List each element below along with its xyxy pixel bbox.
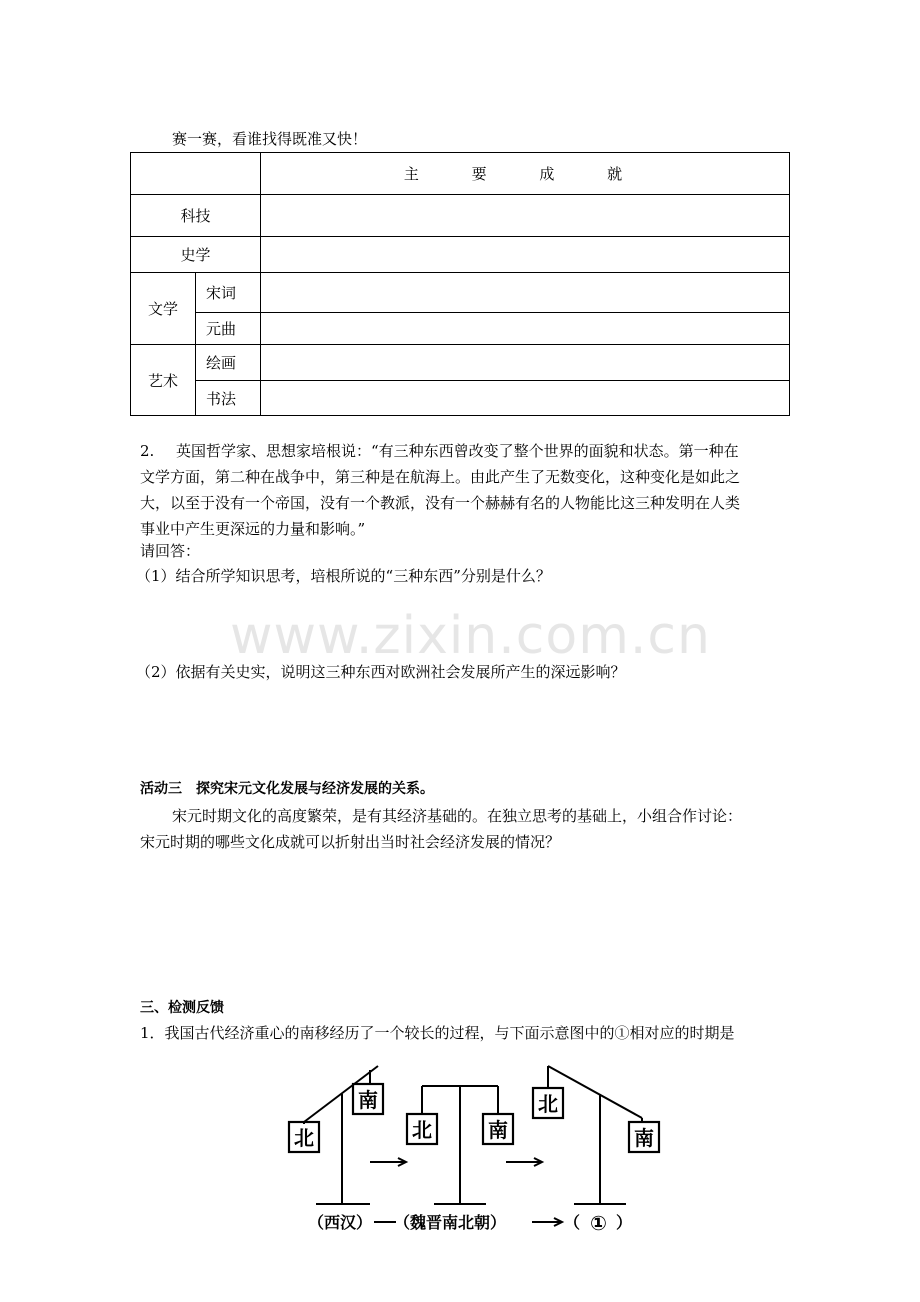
caption-wei-jin: （魏晋南北朝） <box>394 1213 507 1232</box>
section-3-question-1: 1．我国古代经济重心的南移经历了一个较长的过程，与下面示意图中的①相对应的时期是 <box>140 1024 735 1042</box>
table-row <box>131 313 790 345</box>
answer-cell-huihua[interactable] <box>261 345 790 381</box>
row-label-shixue: 史学 <box>131 237 261 273</box>
answer-prompt: 请回答： <box>140 542 201 560</box>
caption-3-close: ） <box>616 1213 633 1232</box>
row-label-yuanqu: 元曲 <box>196 313 261 345</box>
table-row <box>131 273 790 313</box>
achievements-table <box>130 152 790 416</box>
watermark: www.zixin.com.cn <box>230 606 711 666</box>
table-corner-cell <box>131 153 261 195</box>
activity-3-title: 活动三 探究宋元文化发展与经济发展的关系。 <box>140 781 434 797</box>
answer-cell-keji[interactable] <box>261 195 790 237</box>
intro-line: 赛一赛，看谁找得既准又快！ <box>172 130 368 148</box>
sub-question-1: （1）结合所学知识思考，培根所说的“三种东西”分别是什么？ <box>136 567 551 585</box>
scale-1-south-label: 南 <box>358 1088 378 1112</box>
activity-3-line2: 宋元时期的哪些文化成就可以折射出当时社会经济发展的情况？ <box>140 833 561 851</box>
caption-3-open: （ <box>564 1213 581 1232</box>
table-row <box>131 381 790 416</box>
question-2-text1: 英国哲学家、思想家培根说：“有三种东西曾改变了整个世界的面貌和状态。第一种在 <box>176 442 739 460</box>
table-row <box>131 237 790 273</box>
scale-2-north-label: 北 <box>412 1118 432 1142</box>
scale-1-north-label: 北 <box>294 1126 314 1150</box>
row-label-keji: 科技 <box>131 195 261 237</box>
caption-3-mark: ① <box>590 1211 607 1235</box>
row-label-huihua: 绘画 <box>196 345 261 381</box>
table-header-row <box>131 153 790 195</box>
activity-3-line1: 宋元时期文化的高度繁荣，是有其经济基础的。在独立思考的基础上，小组合作讨论： <box>172 807 743 825</box>
table-row <box>131 195 790 237</box>
scale-2-south-label: 南 <box>488 1118 508 1142</box>
sub-question-2: （2）依据有关史实，说明这三种东西对欧洲社会发展所产生的深远影响？ <box>136 663 626 681</box>
answer-cell-yuanqu[interactable] <box>261 313 790 345</box>
question-2-number: 2. <box>140 442 155 460</box>
caption-western-han: （西汉） <box>308 1213 373 1232</box>
scale-3-north-label: 北 <box>538 1092 558 1116</box>
question-2-line3: 大，以至于没有一个帝国，没有一个教派，没有一个赫赫有名的人物能比这三种发明在人类 <box>140 494 741 512</box>
row-label-shufa: 书法 <box>196 381 261 416</box>
answer-cell-shixue[interactable] <box>261 237 790 273</box>
question-2 <box>140 438 800 542</box>
row-label-yishu: 艺术 <box>131 345 196 416</box>
row-label-songci: 宋词 <box>196 273 261 313</box>
table-row <box>131 345 790 381</box>
answer-cell-songci[interactable] <box>261 273 790 313</box>
question-2-line2: 文学方面，第二种在战争中，第三种是在航海上。由此产生了无数变化，这种变化是如此之 <box>140 468 741 486</box>
table-header-text: 主 要 成 就 <box>403 165 647 183</box>
section-3-title: 三、检测反馈 <box>140 1000 224 1016</box>
balance-diagram <box>270 1058 690 1238</box>
question-2-line1 <box>140 438 800 464</box>
table-header-cell <box>261 153 790 195</box>
answer-cell-shufa[interactable] <box>261 381 790 416</box>
row-label-wenxue: 文学 <box>131 273 196 345</box>
scale-3-south-label: 南 <box>634 1126 654 1150</box>
question-2-line4: 事业中产生更深远的力量和影响。” <box>140 520 366 538</box>
